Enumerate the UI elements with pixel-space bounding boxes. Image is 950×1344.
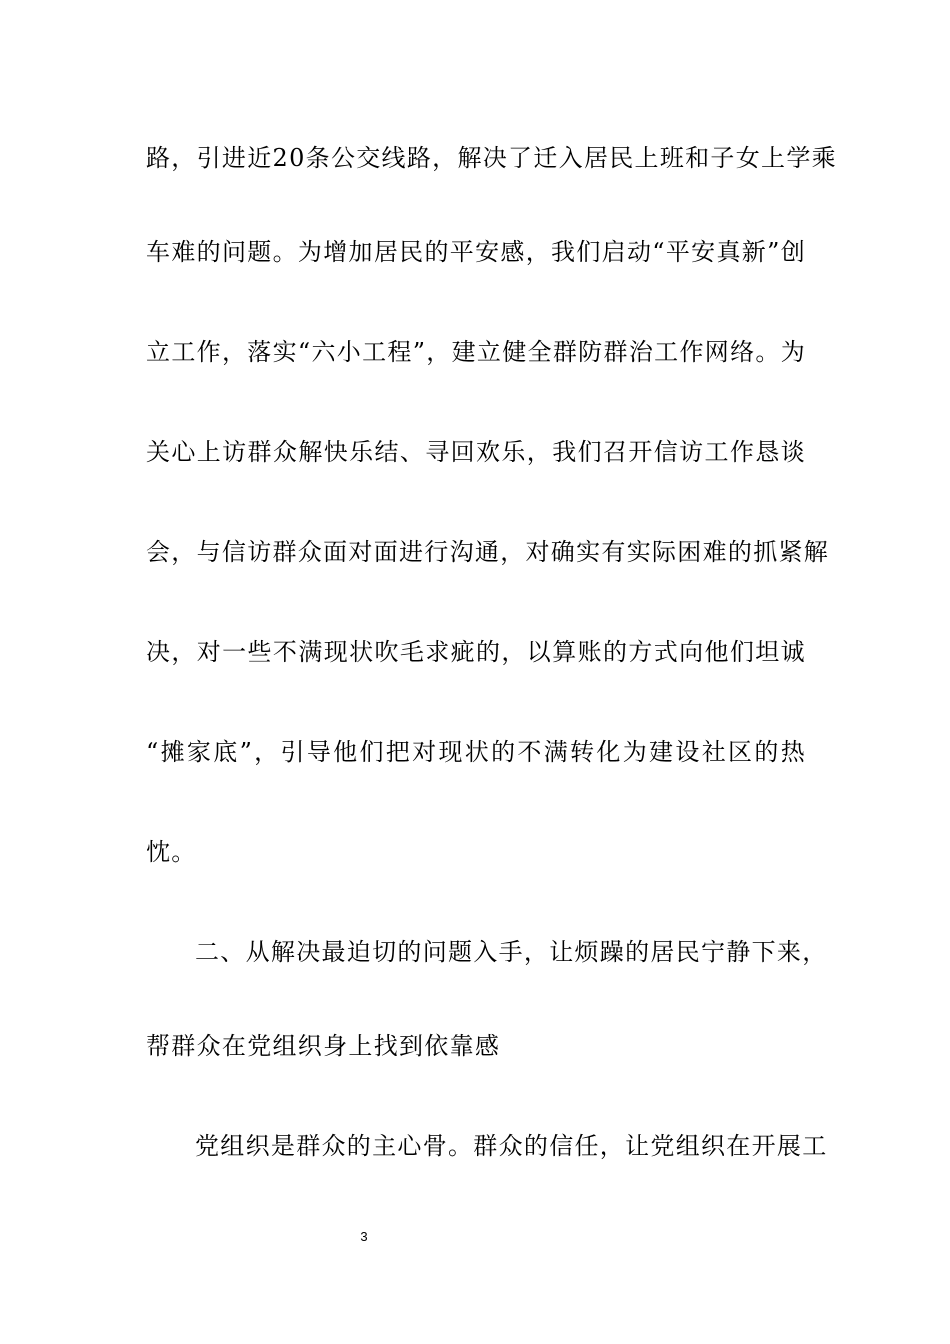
section-heading-line-1: 二、从解决最迫切的问题入手，让烦躁的居民宁静下来， [195, 938, 828, 966]
section-heading-line-2: 帮群众在党组织身上找到依靠感 [146, 1032, 501, 1060]
body-text-line-1: 路，引进近20条公交线路，解决了迁入居民上班和子女上学乘 [146, 144, 837, 172]
body-text-line-4: 关心上访群众解快乐结、寻回欢乐，我们召开信访工作恳谈 [146, 438, 806, 466]
body-text-line-3: 立工作，落实“六小工程”，建立健全群防群治工作网络。为 [146, 338, 806, 366]
body-text-line-7: “摊家底”，引导他们把对现状的不满转化为建设社区的热 [146, 738, 806, 766]
body-text-line-9: 党组织是群众的主心骨。群众的信任，让党组织在开展工 [195, 1132, 828, 1160]
body-text-line-5: 会，与信访群众面对面进行沟通，对确实有实际困难的抓紧解 [146, 538, 830, 566]
body-text-line-6: 决，对一些不满现状吹毛求疵的，以算账的方式向他们坦诚 [146, 638, 806, 666]
body-text-line-2: 车难的问题。为增加居民的平安感，我们启动“平安真新”创 [146, 238, 806, 266]
page-number: 3 [360, 1229, 368, 1244]
body-text-line-8: 忱。 [146, 838, 197, 866]
